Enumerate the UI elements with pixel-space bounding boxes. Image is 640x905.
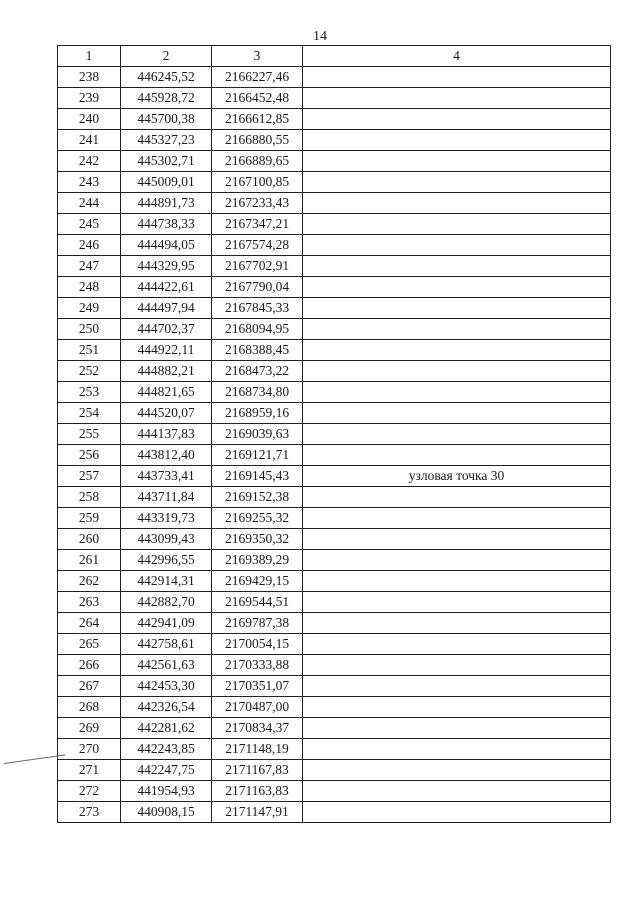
- point-number-cell: 248: [58, 277, 121, 298]
- y-coordinate-cell: 2167347,21: [212, 214, 303, 235]
- y-coordinate-cell: 2171147,91: [212, 802, 303, 823]
- column-header: 2: [121, 46, 212, 67]
- y-coordinate-cell: 2171167,83: [212, 760, 303, 781]
- note-cell: [303, 781, 611, 802]
- note-cell: [303, 802, 611, 823]
- point-number-cell: 272: [58, 781, 121, 802]
- note-cell: [303, 529, 611, 550]
- table-row: [58, 613, 611, 634]
- y-coordinate-cell: 2168388,45: [212, 340, 303, 361]
- x-coordinate-cell: 442247,75: [121, 760, 212, 781]
- point-number-cell: 266: [58, 655, 121, 676]
- point-number-cell: 251: [58, 340, 121, 361]
- x-coordinate-cell: 444329,95: [121, 256, 212, 277]
- table-row: [58, 445, 611, 466]
- note-cell: [303, 655, 611, 676]
- table-row: [58, 550, 611, 571]
- x-coordinate-cell: 442941,09: [121, 613, 212, 634]
- table-row: [58, 214, 611, 235]
- y-coordinate-cell: 2166880,55: [212, 130, 303, 151]
- table-row: [58, 424, 611, 445]
- point-number-cell: 257: [58, 466, 121, 487]
- table-row: [58, 235, 611, 256]
- point-number-cell: 247: [58, 256, 121, 277]
- point-number-cell: 243: [58, 172, 121, 193]
- y-coordinate-cell: 2170054,15: [212, 634, 303, 655]
- y-coordinate-cell: 2169121,71: [212, 445, 303, 466]
- table-row: [58, 109, 611, 130]
- x-coordinate-cell: 444494,05: [121, 235, 212, 256]
- point-number-cell: 270: [58, 739, 121, 760]
- y-coordinate-cell: 2166227,46: [212, 67, 303, 88]
- x-coordinate-cell: 442243,85: [121, 739, 212, 760]
- x-coordinate-cell: 443319,73: [121, 508, 212, 529]
- point-number-cell: 255: [58, 424, 121, 445]
- table-row: [58, 760, 611, 781]
- y-coordinate-cell: 2171163,83: [212, 781, 303, 802]
- table-row: [58, 592, 611, 613]
- x-coordinate-cell: 442453,30: [121, 676, 212, 697]
- table-row: [58, 403, 611, 424]
- table-row: [58, 697, 611, 718]
- table-row: [58, 529, 611, 550]
- table-row: [58, 508, 611, 529]
- note-cell: [303, 88, 611, 109]
- table-row: [58, 487, 611, 508]
- table-row: [58, 277, 611, 298]
- y-coordinate-cell: 2171148,19: [212, 739, 303, 760]
- note-cell: [303, 697, 611, 718]
- x-coordinate-cell: 444137,83: [121, 424, 212, 445]
- point-number-cell: 259: [58, 508, 121, 529]
- x-coordinate-cell: 444497,94: [121, 298, 212, 319]
- y-coordinate-cell: 2167233,43: [212, 193, 303, 214]
- note-cell: [303, 487, 611, 508]
- x-coordinate-cell: 443099,43: [121, 529, 212, 550]
- point-number-cell: 254: [58, 403, 121, 424]
- point-number-cell: 269: [58, 718, 121, 739]
- x-coordinate-cell: 441954,93: [121, 781, 212, 802]
- x-coordinate-cell: 445928,72: [121, 88, 212, 109]
- point-number-cell: 245: [58, 214, 121, 235]
- y-coordinate-cell: 2169350,32: [212, 529, 303, 550]
- note-cell: [303, 235, 611, 256]
- table-row: [58, 655, 611, 676]
- table-row: [58, 130, 611, 151]
- table-row: [58, 382, 611, 403]
- note-cell: узловая точка 30: [303, 466, 611, 487]
- y-coordinate-cell: 2169389,29: [212, 550, 303, 571]
- note-cell: [303, 613, 611, 634]
- y-coordinate-cell: 2168734,80: [212, 382, 303, 403]
- y-coordinate-cell: 2166612,85: [212, 109, 303, 130]
- note-cell: [303, 424, 611, 445]
- note-cell: [303, 760, 611, 781]
- point-number-cell: 238: [58, 67, 121, 88]
- point-number-cell: 241: [58, 130, 121, 151]
- note-cell: [303, 361, 611, 382]
- note-cell: [303, 256, 611, 277]
- y-coordinate-cell: 2170351,07: [212, 676, 303, 697]
- x-coordinate-cell: 445700,38: [121, 109, 212, 130]
- note-cell: [303, 718, 611, 739]
- y-coordinate-cell: 2169429,15: [212, 571, 303, 592]
- note-cell: [303, 214, 611, 235]
- y-coordinate-cell: 2166452,48: [212, 88, 303, 109]
- table-row: [58, 319, 611, 340]
- note-cell: [303, 739, 611, 760]
- table-row: [58, 802, 611, 823]
- x-coordinate-cell: 442996,55: [121, 550, 212, 571]
- x-coordinate-cell: 445327,23: [121, 130, 212, 151]
- note-cell: [303, 571, 611, 592]
- point-number-cell: 242: [58, 151, 121, 172]
- point-number-cell: 258: [58, 487, 121, 508]
- x-coordinate-cell: 444821,65: [121, 382, 212, 403]
- point-number-cell: 246: [58, 235, 121, 256]
- table-header-row: [58, 46, 611, 67]
- table-row: [58, 361, 611, 382]
- point-number-cell: 253: [58, 382, 121, 403]
- page-number: 14: [313, 29, 327, 44]
- x-coordinate-cell: 442758,61: [121, 634, 212, 655]
- y-coordinate-cell: 2169152,38: [212, 487, 303, 508]
- note-cell: [303, 634, 611, 655]
- y-coordinate-cell: 2167100,85: [212, 172, 303, 193]
- point-number-cell: 250: [58, 319, 121, 340]
- point-number-cell: 263: [58, 592, 121, 613]
- point-number-cell: 264: [58, 613, 121, 634]
- note-cell: [303, 676, 611, 697]
- point-number-cell: 256: [58, 445, 121, 466]
- note-cell: [303, 130, 611, 151]
- x-coordinate-cell: 442561,63: [121, 655, 212, 676]
- note-cell: [303, 550, 611, 571]
- note-cell: [303, 277, 611, 298]
- point-number-cell: 249: [58, 298, 121, 319]
- y-coordinate-cell: 2168094,95: [212, 319, 303, 340]
- y-coordinate-cell: 2169039,63: [212, 424, 303, 445]
- point-number-cell: 252: [58, 361, 121, 382]
- y-coordinate-cell: 2167790,04: [212, 277, 303, 298]
- x-coordinate-cell: 442326,54: [121, 697, 212, 718]
- x-coordinate-cell: 443812,40: [121, 445, 212, 466]
- point-number-cell: 267: [58, 676, 121, 697]
- x-coordinate-cell: 442914,31: [121, 571, 212, 592]
- y-coordinate-cell: 2168959,16: [212, 403, 303, 424]
- table-row: [58, 340, 611, 361]
- table-row: [58, 676, 611, 697]
- y-coordinate-cell: 2170333,88: [212, 655, 303, 676]
- point-number-cell: 261: [58, 550, 121, 571]
- y-coordinate-cell: 2167574,28: [212, 235, 303, 256]
- table-row: [58, 781, 611, 802]
- x-coordinate-cell: 444422,61: [121, 277, 212, 298]
- column-header: 3: [212, 46, 303, 67]
- note-cell: [303, 403, 611, 424]
- x-coordinate-cell: 444882,21: [121, 361, 212, 382]
- table-row: [58, 151, 611, 172]
- note-cell: [303, 298, 611, 319]
- note-cell: [303, 109, 611, 130]
- point-number-cell: 268: [58, 697, 121, 718]
- point-number-cell: 271: [58, 760, 121, 781]
- table-row: [58, 172, 611, 193]
- point-number-cell: 260: [58, 529, 121, 550]
- point-number-cell: 262: [58, 571, 121, 592]
- note-cell: [303, 151, 611, 172]
- y-coordinate-cell: 2169255,32: [212, 508, 303, 529]
- x-coordinate-cell: 446245,52: [121, 67, 212, 88]
- x-coordinate-cell: 445302,71: [121, 151, 212, 172]
- note-cell: [303, 319, 611, 340]
- y-coordinate-cell: 2167702,91: [212, 256, 303, 277]
- table-row: [58, 739, 611, 760]
- y-coordinate-cell: 2166889,65: [212, 151, 303, 172]
- x-coordinate-cell: 444738,33: [121, 214, 212, 235]
- point-number-cell: 240: [58, 109, 121, 130]
- y-coordinate-cell: 2169544,51: [212, 592, 303, 613]
- column-header: 4: [303, 46, 611, 67]
- x-coordinate-cell: 444520,07: [121, 403, 212, 424]
- x-coordinate-cell: 443711,84: [121, 487, 212, 508]
- point-number-cell: 239: [58, 88, 121, 109]
- table-row: [58, 466, 611, 487]
- y-coordinate-cell: 2167845,33: [212, 298, 303, 319]
- x-coordinate-cell: 442281,62: [121, 718, 212, 739]
- x-coordinate-cell: 440908,15: [121, 802, 212, 823]
- x-coordinate-cell: 444922,11: [121, 340, 212, 361]
- x-coordinate-cell: 444891,73: [121, 193, 212, 214]
- table-row: [58, 193, 611, 214]
- x-coordinate-cell: 444702,37: [121, 319, 212, 340]
- table-row: [58, 67, 611, 88]
- table-row: [58, 571, 611, 592]
- note-cell: [303, 508, 611, 529]
- table-row: [58, 718, 611, 739]
- table-row: [58, 298, 611, 319]
- note-cell: [303, 592, 611, 613]
- note-cell: [303, 382, 611, 403]
- table-body: [58, 67, 611, 823]
- table-row: [58, 88, 611, 109]
- table-row: [58, 256, 611, 277]
- point-number-cell: 265: [58, 634, 121, 655]
- y-coordinate-cell: 2168473,22: [212, 361, 303, 382]
- point-number-cell: 244: [58, 193, 121, 214]
- x-coordinate-cell: 443733,41: [121, 466, 212, 487]
- table-row: [58, 634, 611, 655]
- note-cell: [303, 340, 611, 361]
- note-cell: [303, 445, 611, 466]
- y-coordinate-cell: 2170487,00: [212, 697, 303, 718]
- coordinates-table: [57, 45, 611, 823]
- y-coordinate-cell: 2170834,37: [212, 718, 303, 739]
- x-coordinate-cell: 445009,01: [121, 172, 212, 193]
- note-cell: [303, 67, 611, 88]
- y-coordinate-cell: 2169145,43: [212, 466, 303, 487]
- column-header: 1: [58, 46, 121, 67]
- note-cell: [303, 172, 611, 193]
- y-coordinate-cell: 2169787,38: [212, 613, 303, 634]
- x-coordinate-cell: 442882,70: [121, 592, 212, 613]
- point-number-cell: 273: [58, 802, 121, 823]
- note-cell: [303, 193, 611, 214]
